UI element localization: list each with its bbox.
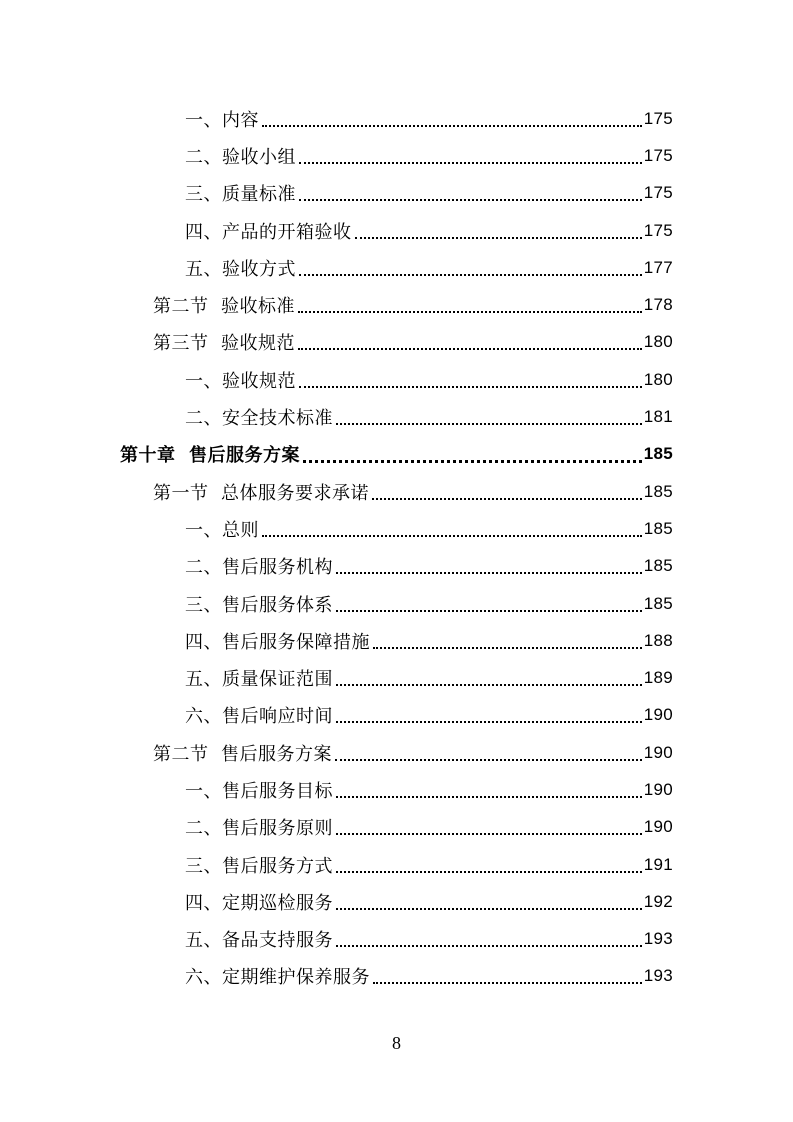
dot-leader bbox=[336, 592, 642, 612]
toc-entry-title: 二、验收小组 bbox=[185, 146, 296, 168]
toc-entry[interactable] bbox=[0, 100, 793, 137]
dot-leader bbox=[262, 107, 642, 127]
toc-entry-title: 第二节 售后服务方案 bbox=[153, 743, 332, 765]
dot-leader bbox=[335, 741, 642, 761]
dot-leader bbox=[373, 629, 642, 649]
table-of-contents bbox=[0, 100, 793, 995]
toc-entry[interactable] bbox=[0, 324, 793, 361]
toc-entry-page-number: 185 bbox=[643, 593, 673, 613]
toc-entry-title: 第十章 售后服务方案 bbox=[120, 445, 301, 467]
toc-entry-title: 第二节 验收标准 bbox=[153, 296, 295, 318]
toc-entry-title: 四、定期巡检服务 bbox=[185, 892, 333, 914]
toc-entry-title: 一、售后服务目标 bbox=[185, 780, 333, 802]
toc-entry-title: 第三节 验收规范 bbox=[153, 333, 295, 355]
toc-entry-page-number: 185 bbox=[643, 518, 673, 538]
toc-entry-page-number: 175 bbox=[643, 183, 673, 203]
toc-entry-page-number: 175 bbox=[643, 108, 673, 128]
toc-entry-page-number: 175 bbox=[643, 145, 673, 165]
toc-entry-page-number: 175 bbox=[643, 220, 673, 240]
dot-leader bbox=[336, 554, 642, 574]
toc-entry-page-number: 189 bbox=[643, 668, 673, 688]
toc-entry[interactable] bbox=[0, 883, 793, 920]
toc-entry-page-number: 192 bbox=[643, 891, 673, 911]
toc-entry-title: 五、备品支持服务 bbox=[185, 930, 333, 952]
toc-entry-page-number: 177 bbox=[643, 257, 673, 277]
toc-entry[interactable] bbox=[0, 436, 793, 473]
toc-entry-page-number: 180 bbox=[643, 369, 673, 389]
dot-leader bbox=[336, 927, 642, 947]
toc-entry-page-number: 185 bbox=[643, 444, 673, 464]
toc-entry-title: 第一节 总体服务要求承诺 bbox=[153, 482, 369, 504]
toc-entry[interactable] bbox=[0, 286, 793, 323]
toc-entry[interactable] bbox=[0, 622, 793, 659]
toc-entry-page-number: 190 bbox=[643, 779, 673, 799]
toc-entry-title: 三、质量标准 bbox=[185, 184, 296, 206]
toc-entry-page-number: 193 bbox=[643, 929, 673, 949]
toc-entry[interactable] bbox=[0, 846, 793, 883]
dot-leader bbox=[355, 219, 642, 239]
toc-entry-title: 六、售后响应时间 bbox=[185, 706, 333, 728]
toc-entry-title: 一、总则 bbox=[185, 519, 259, 541]
toc-entry-title: 五、验收方式 bbox=[185, 258, 296, 280]
toc-entry-title: 一、内容 bbox=[185, 109, 259, 131]
toc-entry-title: 三、售后服务体系 bbox=[185, 594, 333, 616]
toc-entry[interactable] bbox=[0, 249, 793, 286]
dot-leader bbox=[298, 293, 642, 313]
toc-entry[interactable] bbox=[0, 212, 793, 249]
dot-leader bbox=[336, 666, 642, 686]
toc-entry-title: 三、售后服务方式 bbox=[185, 855, 333, 877]
page-number: 8 bbox=[392, 1033, 401, 1053]
dot-leader bbox=[336, 405, 642, 425]
dot-leader bbox=[373, 964, 642, 984]
dot-leader bbox=[336, 853, 642, 873]
toc-entry-title: 二、售后服务机构 bbox=[185, 557, 333, 579]
toc-entry[interactable] bbox=[0, 958, 793, 995]
toc-entry[interactable] bbox=[0, 398, 793, 435]
toc-entry-title: 一、验收规范 bbox=[185, 370, 296, 392]
dot-leader bbox=[303, 442, 642, 463]
dot-leader bbox=[299, 256, 642, 276]
toc-entry-page-number: 191 bbox=[643, 854, 673, 874]
toc-entry[interactable] bbox=[0, 510, 793, 547]
dot-leader bbox=[336, 778, 642, 798]
toc-entry-title: 四、售后服务保障措施 bbox=[185, 631, 370, 653]
dot-leader bbox=[336, 815, 642, 835]
dot-leader bbox=[299, 368, 642, 388]
toc-entry[interactable] bbox=[0, 659, 793, 696]
toc-entry-page-number: 190 bbox=[643, 817, 673, 837]
dot-leader bbox=[298, 330, 642, 350]
toc-entry-page-number: 185 bbox=[643, 556, 673, 576]
toc-entry-page-number: 185 bbox=[643, 481, 673, 501]
toc-entry-title: 二、售后服务原则 bbox=[185, 818, 333, 840]
toc-entry[interactable] bbox=[0, 175, 793, 212]
toc-entry[interactable] bbox=[0, 137, 793, 174]
toc-entry-title: 二、安全技术标准 bbox=[185, 408, 333, 430]
toc-entry-page-number: 190 bbox=[643, 705, 673, 725]
toc-entry-title: 五、质量保证范围 bbox=[185, 669, 333, 691]
toc-entry-title: 四、产品的开箱验收 bbox=[185, 221, 352, 243]
dot-leader bbox=[372, 480, 642, 500]
toc-entry[interactable] bbox=[0, 473, 793, 510]
toc-entry-page-number: 181 bbox=[643, 407, 673, 427]
dot-leader bbox=[299, 181, 642, 201]
toc-entry[interactable] bbox=[0, 809, 793, 846]
toc-entry-page-number: 190 bbox=[643, 742, 673, 762]
toc-entry[interactable] bbox=[0, 921, 793, 958]
toc-entry-page-number: 180 bbox=[643, 332, 673, 352]
toc-entry[interactable] bbox=[0, 697, 793, 734]
toc-entry-page-number: 193 bbox=[643, 966, 673, 986]
toc-entry[interactable] bbox=[0, 734, 793, 771]
toc-entry[interactable] bbox=[0, 771, 793, 808]
toc-entry-title: 六、定期维护保养服务 bbox=[185, 967, 370, 989]
toc-entry[interactable] bbox=[0, 585, 793, 622]
dot-leader bbox=[336, 703, 642, 723]
dot-leader bbox=[336, 890, 642, 910]
dot-leader bbox=[262, 517, 642, 537]
toc-entry[interactable] bbox=[0, 548, 793, 585]
dot-leader bbox=[299, 144, 642, 164]
toc-entry-page-number: 188 bbox=[643, 630, 673, 650]
toc-entry[interactable] bbox=[0, 361, 793, 398]
toc-entry-page-number: 178 bbox=[643, 295, 673, 315]
